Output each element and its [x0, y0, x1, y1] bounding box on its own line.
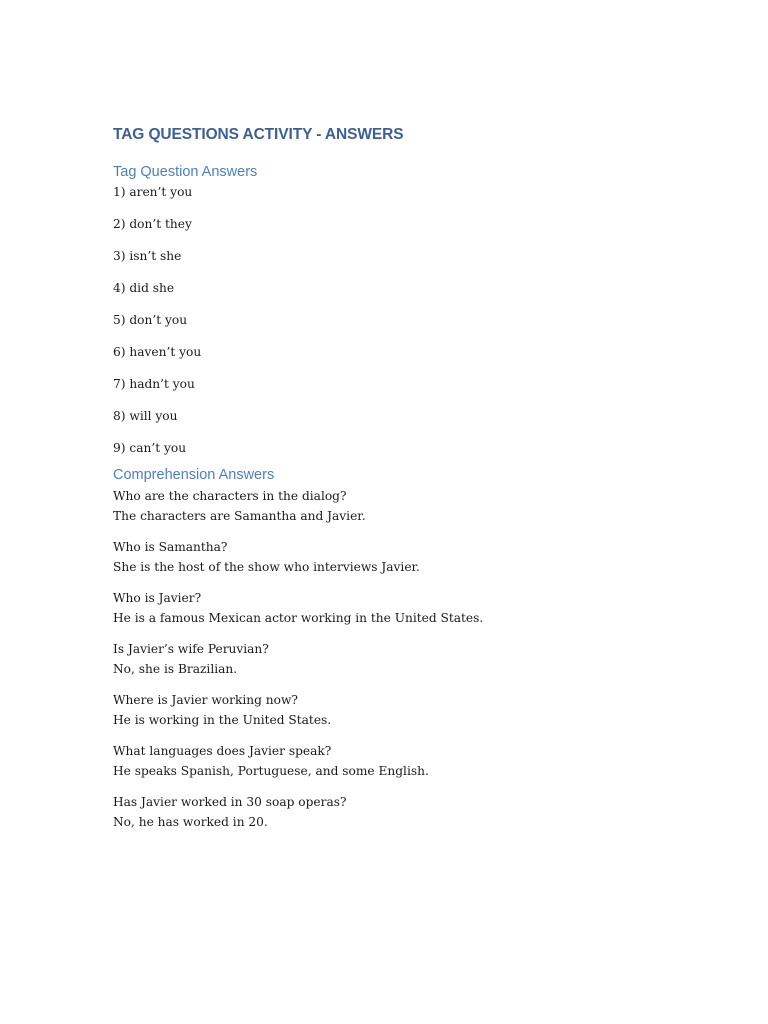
question-text: Who is Javier? [113, 591, 202, 605]
qa-item [113, 487, 673, 526]
tag-section-heading: Tag Question Answers [113, 164, 258, 180]
answer-text: The characters are Samantha and Javier. [113, 508, 366, 523]
comprehension-list [113, 487, 673, 832]
document-page [113, 124, 673, 844]
question-text: Is Javier’s wife Peruvian? [113, 642, 269, 656]
tag-answer-list [113, 184, 673, 456]
tag-answer-2: 2) don’t they [113, 217, 192, 231]
answer-text: He speaks Spanish, Portuguese, and some English. [113, 763, 429, 778]
question-text: Has Javier worked in 30 soap operas? [113, 795, 347, 809]
answer-text: No, she is Brazilian. [113, 661, 238, 676]
qa-item [113, 691, 673, 730]
question-text: What languages does Javier speak? [113, 744, 332, 758]
document-title: TAG QUESTIONS ACTIVITY - ANSWERS [113, 126, 404, 143]
tag-answer-9: 9) can’t you [113, 441, 187, 455]
tag-answer-8: 8) will you [113, 409, 178, 423]
question-text: Who are the characters in the dialog? [113, 489, 347, 503]
tag-answer-5: 5) don’t you [113, 313, 188, 327]
tag-answer-1: 1) aren’t you [113, 185, 193, 199]
qa-item [113, 538, 673, 577]
qa-item [113, 742, 673, 781]
question-text: Where is Javier working now? [113, 693, 298, 707]
answer-text: No, he has worked in 20. [113, 814, 268, 829]
tag-answer-7: 7) hadn’t you [113, 377, 195, 391]
qa-item [113, 640, 673, 679]
qa-item [113, 793, 673, 832]
tag-answer-4: 4) did she [113, 281, 175, 295]
question-text: Who is Samantha? [113, 540, 228, 554]
tag-answer-3: 3) isn’t she [113, 249, 182, 263]
tag-answer-6: 6) haven’t you [113, 345, 202, 359]
comprehension-section-heading: Comprehension Answers [113, 467, 275, 483]
answer-text: He is a famous Mexican actor working in the United States. [113, 610, 484, 625]
answer-text: He is working in the United States. [113, 712, 332, 727]
answer-text: She is the host of the show who interviews Javier. [113, 559, 420, 574]
qa-item [113, 589, 673, 628]
